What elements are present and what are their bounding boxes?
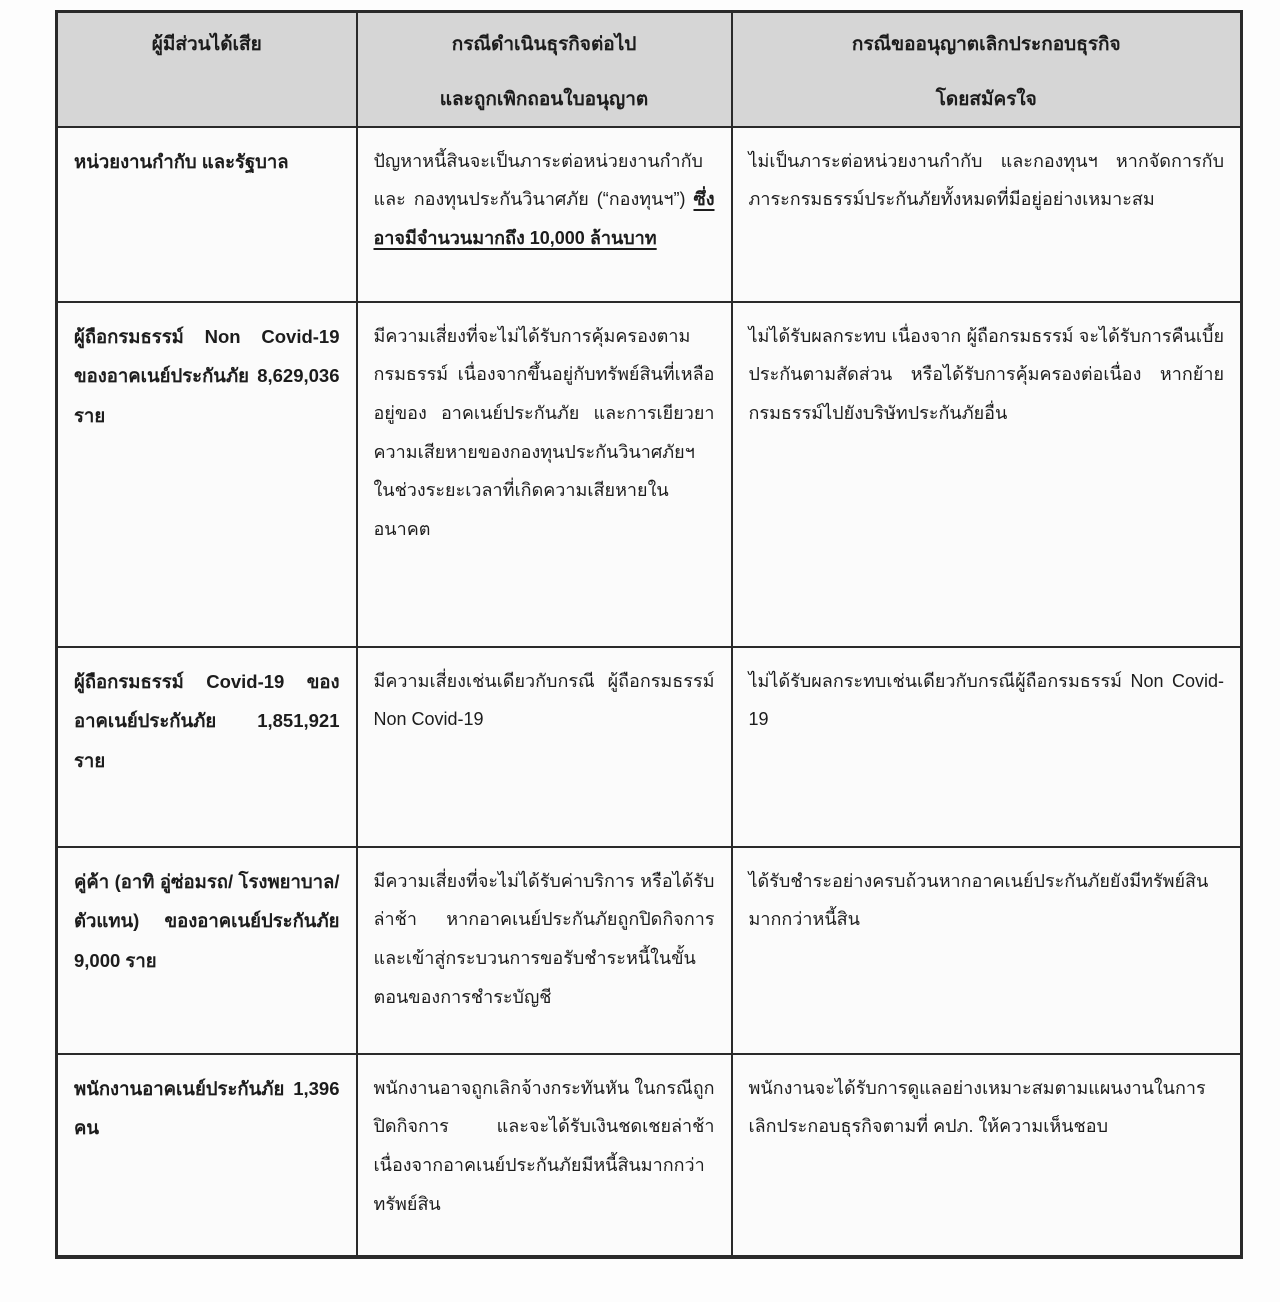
- stakeholder-cell: คู่ค้า (อาทิ อู่ซ่อมรถ/ โรงพยาบาล/ตัวแทน) ของอาคเนย์ประกันภัย 9,000 ราย: [57, 847, 357, 1054]
- stakeholder-impact-table: [55, 10, 1243, 1259]
- header-stakeholder-label: ผู้มีส่วนได้เสีย: [151, 34, 262, 55]
- header-voluntary-case: [732, 12, 1242, 127]
- voluntary-case-cell: ไม่ได้รับผลกระทบ เนื่องจาก ผู้ถือกรมธรรม์ จะได้รับการคืนเบี้ยประกันตามสัดส่วน หรือได้รับการคุ้มครองต่อเนื่อง หากย้ายกรมธรรม์ไปยังบริษัทประกันภัยอื่น: [732, 302, 1242, 647]
- header-continue-case: [357, 12, 732, 127]
- continue-case-cell: [357, 127, 732, 302]
- header-voluntary-line1: กรณีขออนุญาตเลิกประกอบธุรกิจ: [851, 34, 1121, 55]
- table-row-non-covid-policyholders: [57, 302, 1242, 647]
- table-row-covid-policyholders: [57, 647, 1242, 847]
- voluntary-case-cell: พนักงานจะได้รับการดูแลอย่างเหมาะสมตามแผนงานในการเลิกประกอบธุรกิจตามที่ คปภ. ให้ความเห็นชอบ: [732, 1054, 1242, 1257]
- table-row-employees: [57, 1054, 1242, 1257]
- voluntary-case-cell: ได้รับชำระอย่างครบถ้วนหากอาคเนย์ประกันภัยยังมีทรัพย์สินมากกว่าหนี้สิน: [732, 847, 1242, 1054]
- stakeholder-cell: หน่วยงานกำกับ และรัฐบาล: [57, 127, 357, 302]
- continue-case-cell: มีความเสี่ยงเช่นเดียวกับกรณี ผู้ถือกรมธรรม์ Non Covid-19: [357, 647, 732, 847]
- table-row-regulator: [57, 127, 1242, 302]
- header-row: [57, 12, 1242, 127]
- stakeholder-cell: ผู้ถือกรมธรรม์ Covid-19 ของอาคเนย์ประกันภัย 1,851,921 ราย: [57, 647, 357, 847]
- voluntary-case-cell: ไม่ได้รับผลกระทบเช่นเดียวกับกรณีผู้ถือกรมธรรม์ Non Covid-19: [732, 647, 1242, 847]
- continue-case-highlight: ซึ่งอาจมีจำนวนมากถึง 10,000 ล้านบาท: [373, 189, 715, 248]
- header-voluntary-line2: โดยสมัครใจ: [935, 88, 1037, 110]
- continue-case-cell: มีความเสี่ยงที่จะไม่ได้รับค่าบริการ หรือได้รับล่าช้า หากอาคเนย์ประกันภัยถูกปิดกิจการและเข้าสู่กระบวนการขอรับชำระหนี้ในขั้นตอนของการชำระบัญชี: [357, 847, 732, 1054]
- continue-case-cell: มีความเสี่ยงที่จะไม่ได้รับการคุ้มครองตามกรมธรรม์ เนื่องจากขึ้นอยู่กับทรัพย์สินที่เหลืออยู่ของ อาคเนย์ประกันภัย และการเยียวยาความเสียหายของกองทุนประกันวินาศภัยฯ ในช่วงระยะเวลาที่เกิดความเสียหายในอนาคต: [357, 302, 732, 647]
- stakeholder-cell: ผู้ถือกรมธรรม์ Non Covid-19 ของอาคเนย์ประกันภัย 8,629,036 ราย: [57, 302, 357, 647]
- voluntary-case-cell: ไม่เป็นภาระต่อหน่วยงานกำกับ และกองทุนฯ หากจัดการกับภาระกรมธรรม์ประกันภัยทั้งหมดที่มีอยู่อย่างเหมาะสม: [732, 127, 1242, 302]
- continue-case-cell: พนักงานอาจถูกเลิกจ้างกระทันหัน ในกรณีถูกปิดกิจการ และจะได้รับเงินชดเชยล่าช้า เนื่องจากอาคเนย์ประกันภัยมีหนี้สินมากกว่าทรัพย์สิน: [357, 1054, 732, 1257]
- header-continue-line1: กรณีดำเนินธุรกิจต่อไป: [451, 34, 637, 55]
- continue-case-text: ปัญหาหนี้สินจะเป็นภาระต่อหน่วยงานกำกับ และ กองทุนประกันวินาศภัย (“กองทุนฯ”): [373, 150, 703, 210]
- stakeholder-cell: พนักงานอาคเนย์ประกันภัย 1,396 คน: [57, 1054, 357, 1257]
- table-row-business-partners: [57, 847, 1242, 1054]
- header-stakeholder: [57, 12, 357, 127]
- header-continue-line2: และถูกเพิกถอนใบอนุญาต: [439, 88, 649, 110]
